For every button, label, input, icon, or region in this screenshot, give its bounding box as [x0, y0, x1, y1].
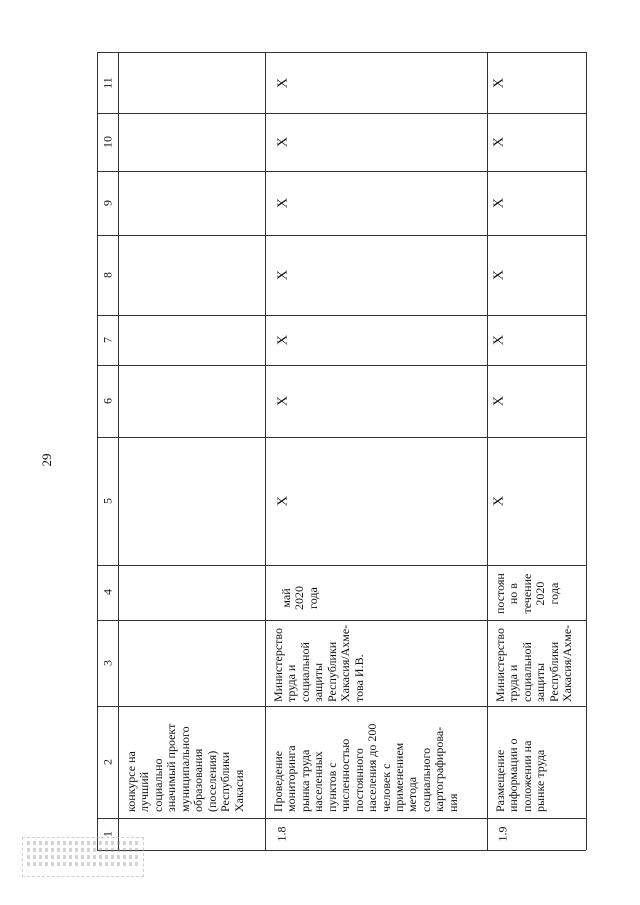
- row1-deadline: май 2020 года: [279, 586, 320, 610]
- row2-responsible: Министерство труда и социальной защиты Республики Хакасия/Ахме-: [493, 624, 575, 702]
- row-id: 1.9: [495, 826, 510, 842]
- row2-mark-col9: X: [491, 197, 507, 209]
- header-col-4: 4: [100, 589, 115, 595]
- row1-mark-col9: X: [275, 197, 291, 209]
- row1-mark-col8: X: [275, 269, 291, 281]
- row-id: 1.8: [274, 826, 289, 842]
- header-col-6: 6: [100, 398, 115, 404]
- row2-description: Размещение информации о положении на рынке труда: [493, 738, 548, 812]
- header-col-2: 2: [100, 759, 115, 765]
- row1-mark-col11: X: [275, 77, 291, 89]
- row1-mark-col5: X: [275, 495, 291, 507]
- row1-description: Проведение мониторинга рынка труда населенных пунктов с численностью постоянного населения до 200 человек с применением метода социального картографирова- ния: [271, 723, 460, 812]
- header-col-1: 1: [100, 831, 115, 837]
- header-col-11: 11: [100, 77, 115, 89]
- row1-responsible: Министерство труда и социальной защиты Республики Хакасия/Ахме- това И.В.: [271, 624, 366, 702]
- row0-description: конкурсе на лучший социально значимый проект муниципального образования (поселения) Республики Хакасия: [124, 723, 246, 812]
- header-col-10: 10: [100, 136, 115, 148]
- row2-mark-col8: X: [491, 269, 507, 281]
- row2-mark-col11: X: [491, 77, 507, 89]
- row2-deadline: постоян но в течение 2020 года: [493, 573, 561, 614]
- row2-mark-col7: X: [491, 334, 507, 346]
- header-col-9: 9: [100, 200, 115, 206]
- header-col-3: 3: [100, 660, 115, 666]
- row2-mark-col5: X: [491, 495, 507, 507]
- row2-mark-col10: X: [491, 136, 507, 148]
- row1-mark-col10: X: [275, 136, 291, 148]
- row2-mark-col6: X: [491, 395, 507, 407]
- stamp-mark: [22, 837, 144, 877]
- row1-mark-col6: X: [275, 395, 291, 407]
- header-col-5: 5: [100, 498, 115, 504]
- page-number: 29: [38, 453, 54, 467]
- header-col-7: 7: [100, 337, 115, 343]
- header-col-8: 8: [100, 272, 115, 278]
- row1-mark-col7: X: [275, 334, 291, 346]
